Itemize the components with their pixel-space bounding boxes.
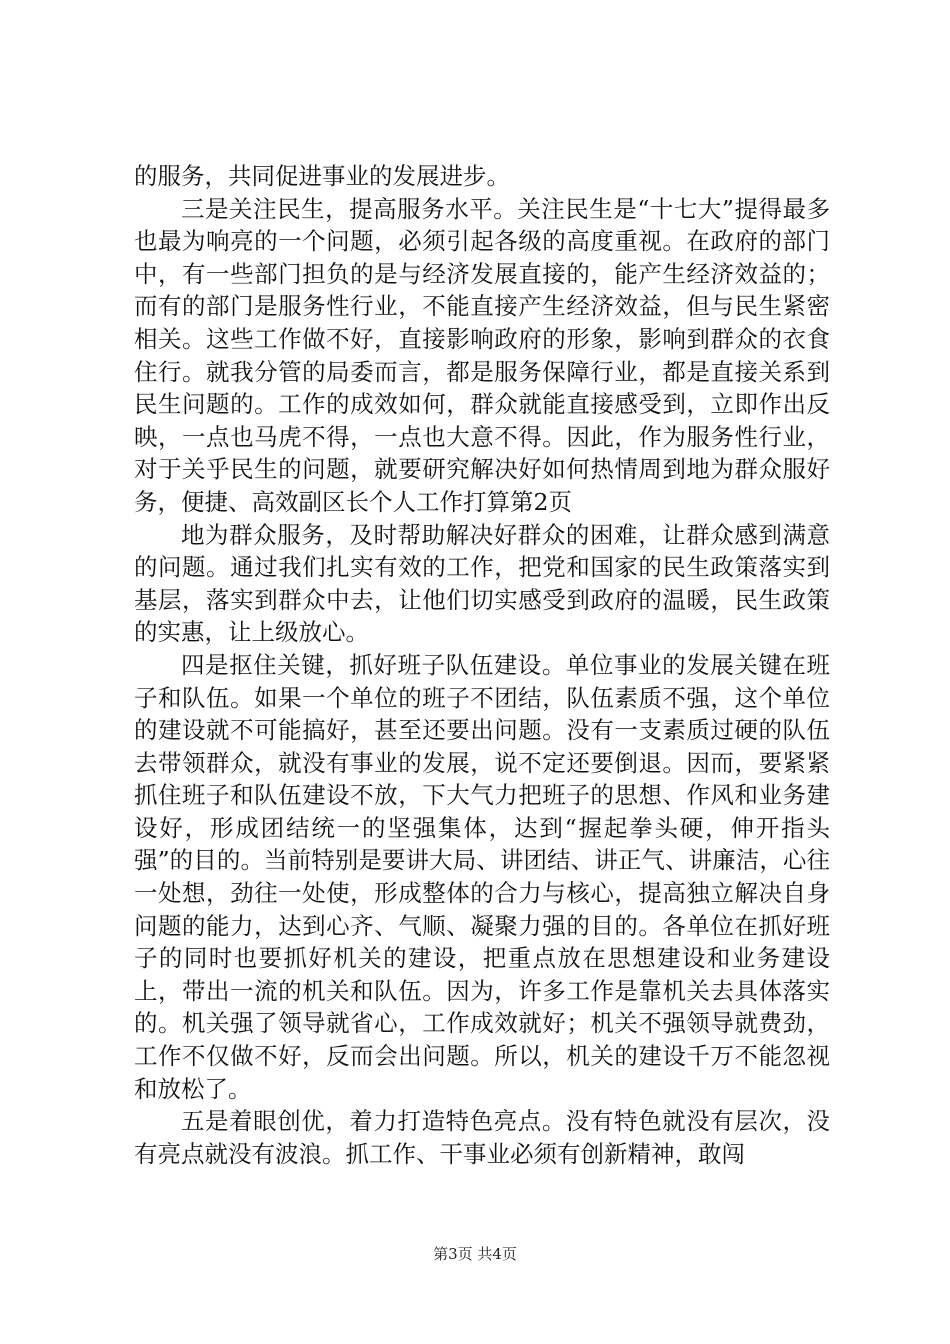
- paragraph-4: 四是抠住关键，抓好班子队伍建设。单位事业的发展关键在班子和队伍。如果一个单位的班子不团结，队伍素质不强，这个单位的建设就不可能搞好，甚至还要出问题。没有一支素质过硬的队伍去带领群众，就没有事业的发展，说不定还要倒退。因而，要紧紧抓住班子和队伍建设不放，下大气力把班子的思想、作风和业务建设好，形成团结统一的坚强集体，达到“握起拳头硬，伸开指头强”的目的。当前特别是要讲大局、讲团结、讲正气、讲廉洁，心往一处想，劲往一处使，形成整体的合力与核心，提高独立解决自身问题的能力，达到心齐、气顺、凝聚力强的目的。各单位在抓好班子的同时也要抓好机关的建设，把重点放在思想建设和业务建设上，带出一流的机关和队伍。因为，许多工作是靠机关去具体落实的。机关强了领导就省心，工作成效就好；机关不强领导就费劲，工作不仅做不好，反而会出问题。所以，机关的建设千万不能忽视和放松了。: [134, 650, 830, 1103]
- document-body: [134, 160, 830, 1170]
- paragraph-3: 地为群众服务，及时帮助解决好群众的困难，让群众感到满意的问题。通过我们扎实有效的工作，把党和国家的民生政策落实到基层，落实到群众中去，让他们切实感受到政府的温暖，民生政策的实惠，让上级放心。: [134, 520, 830, 647]
- paragraph-2: 三是关注民生，提高服务水平。关注民生是“十七大”提得最多也最为响亮的一个问题，必须引起各级的高度重视。在政府的部门中，有一些部门担负的是与经济发展直接的，能产生经济效益的；而有的部门是服务性行业，不能直接产生经济效益，但与民生紧密相关。这些工作做不好，直接影响政府的形象，影响到群众的衣食住行。就我分管的局委而言，都是服务保障行业，都是直接关系到民生问题的。工作的成效如何，群众就能直接感受到，立即作出反映，一点也马虎不得，一点也大意不得。因此，作为服务性行业，对于关乎民生的问题，就要研究解决好如何热情周到地为群众服好务，便捷、高效副区长个人工作打算第2页: [134, 194, 830, 516]
- paragraph-1: 的服务，共同促进事业的发展进步。: [134, 162, 510, 190]
- paragraph-5: 五是着眼创优，着力打造特色亮点。没有特色就没有层次，没有亮点就没有波浪。抓工作、干事业必须有创新精神，敢闯: [134, 1107, 830, 1168]
- page-number-label: 第3页 共4页: [433, 1245, 517, 1263]
- page-footer: [0, 1243, 950, 1264]
